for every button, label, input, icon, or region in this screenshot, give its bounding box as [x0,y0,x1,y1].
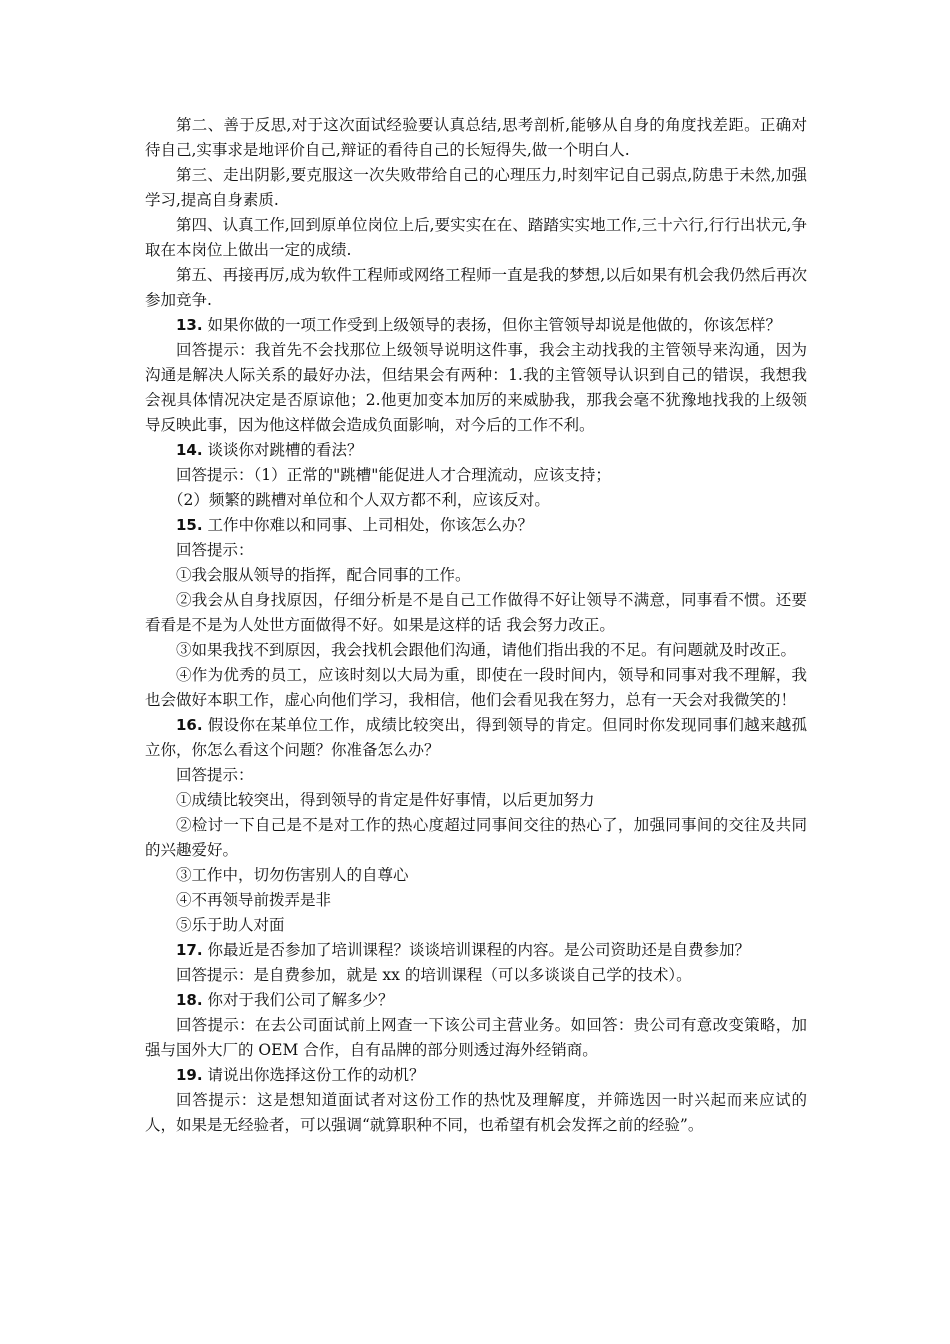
question-number: 13. [176,316,203,334]
answer-paragraph: 回答提示：（1）正常的"跳槽"能促进人才合理流动，应该支持； [176,466,611,484]
answer-paragraph: 回答提示：在去公司面试前上网查一下该公司主营业务。如回答：贵公司有意改变策略，加强与国外大厂的 OEM 合作，自有品牌的部分则透过海外经销商。 [145,1016,807,1059]
question-text: 假设你在某单位工作，成绩比较突出，得到领导的肯定。但同时你发现同事们越来越孤立你，你怎么看这个问题？你准备怎么办？ [145,716,807,759]
answer-paragraph: 回答提示：是自费参加，就是 xx 的培训课程（可以多谈谈自己学的技术）。 [176,966,692,984]
question-text: 如果你做的一项工作受到上级领导的表扬，但你主管领导却说是他做的，你该怎样？ [202,316,782,334]
question-number: 18. [176,991,203,1009]
question-number: 19. [176,1066,203,1084]
question-text: 谈谈你对跳槽的看法？ [202,441,363,459]
question-14 [145,438,807,463]
question-text: 请说出你选择这份工作的动机？ [202,1066,425,1084]
answer-item: ③如果我找不到原因，我会找机会跟他们沟通，请他们指出我的不足。有问题就及时改正。 [176,641,797,659]
question-17 [145,938,807,963]
answer-item: ②检讨一下自己是不是对工作的热心度超过同事间交往的热心了，加强同事间的交往及共同的兴趣爱好。 [145,816,807,859]
answer-label: 回答提示： [176,766,254,784]
question-number: 16. [176,716,203,734]
paragraph: 第三、走出阴影,要克服这一次失败带给自己的心理压力,时刻牢记自己弱点,防患于未然,加强学习,提高自身素质. [145,166,807,209]
question-16 [145,713,807,763]
answer-item: ①我会服从领导的指挥，配合同事的工作。 [176,566,471,584]
answer-item: ③工作中，切勿伤害别人的自尊心 [176,866,409,884]
answer-item: ④不再领导前拨弄是非 [176,891,332,909]
answer-paragraph: 回答提示：这是想知道面试者对这份工作的热忱及理解度，并筛选因一时兴起而来应试的人，如果是无经验者，可以强调“就算职种不同，也希望有机会发挥之前的经验”。 [145,1091,807,1134]
question-text: 工作中你难以和同事、上司相处，你该怎么办？ [202,516,534,534]
question-text: 你最近是否参加了培训课程？谈谈培训课程的内容。是公司资助还是自费参加？ [202,941,751,959]
answer-paragraph: （2）频繁的跳槽对单位和个人双方都不利，应该反对。 [168,491,550,509]
paragraph: 第四、认真工作,回到原单位岗位上后,要实实在在、踏踏实实地工作,三十六行,行行出状元,争取在本岗位上做出一定的成绩. [145,216,807,259]
answer-label: 回答提示： [176,541,254,559]
paragraph: 第二、善于反思,对于这次面试经验要认真总结,思考剖析,能够从自身的角度找差距。正确对待自己,实事求是地评价自己,辩证的看待自己的长短得失,做一个明白人. [145,116,807,159]
answer-item: ⑤乐于助人对面 [176,916,285,934]
question-18 [145,988,807,1013]
question-15 [145,513,807,538]
answer-item: ④作为优秀的员工，应该时刻以大局为重，即使在一段时间内，领导和同事对我不理解，我也会做好本职工作，虚心向他们学习，我相信，他们会看见我在努力，总有一天会对我微笑的！ [145,666,807,709]
question-number: 17. [176,941,203,959]
answer-item: ①成绩比较突出，得到领导的肯定是件好事情，以后更加努力 [176,791,595,809]
question-13 [145,313,807,338]
question-number: 15. [176,516,203,534]
question-text: 你对于我们公司了解多少？ [202,991,394,1009]
question-number: 14. [176,441,203,459]
paragraph: 第五、再接再厉,成为软件工程师或网络工程师一直是我的梦想,以后如果有机会我仍然后再次参加竞争. [145,266,807,309]
answer-paragraph: 回答提示：我首先不会找那位上级领导说明这件事，我会主动找我的主管领导来沟通，因为沟通是解决人际关系的最好办法，但结果会有两种：1.我的主管领导认识到自己的错误，我想我会视具体情况决定是否原谅他；2.他更加变本加厉的来威胁我，那我会毫不犹豫地找我的上级领导反映此事，因为他这样做会造成负面影响，对今后的工作不利。 [145,341,807,434]
answer-item: ②我会从自身找原因，仔细分析是不是自己工作做得不好让领导不满意，同事看不惯。还要看看是不是为人处世方面做得不好。如果是这样的话 我会努力改正。 [145,591,807,634]
question-19 [145,1063,807,1088]
document-page [145,113,807,1138]
